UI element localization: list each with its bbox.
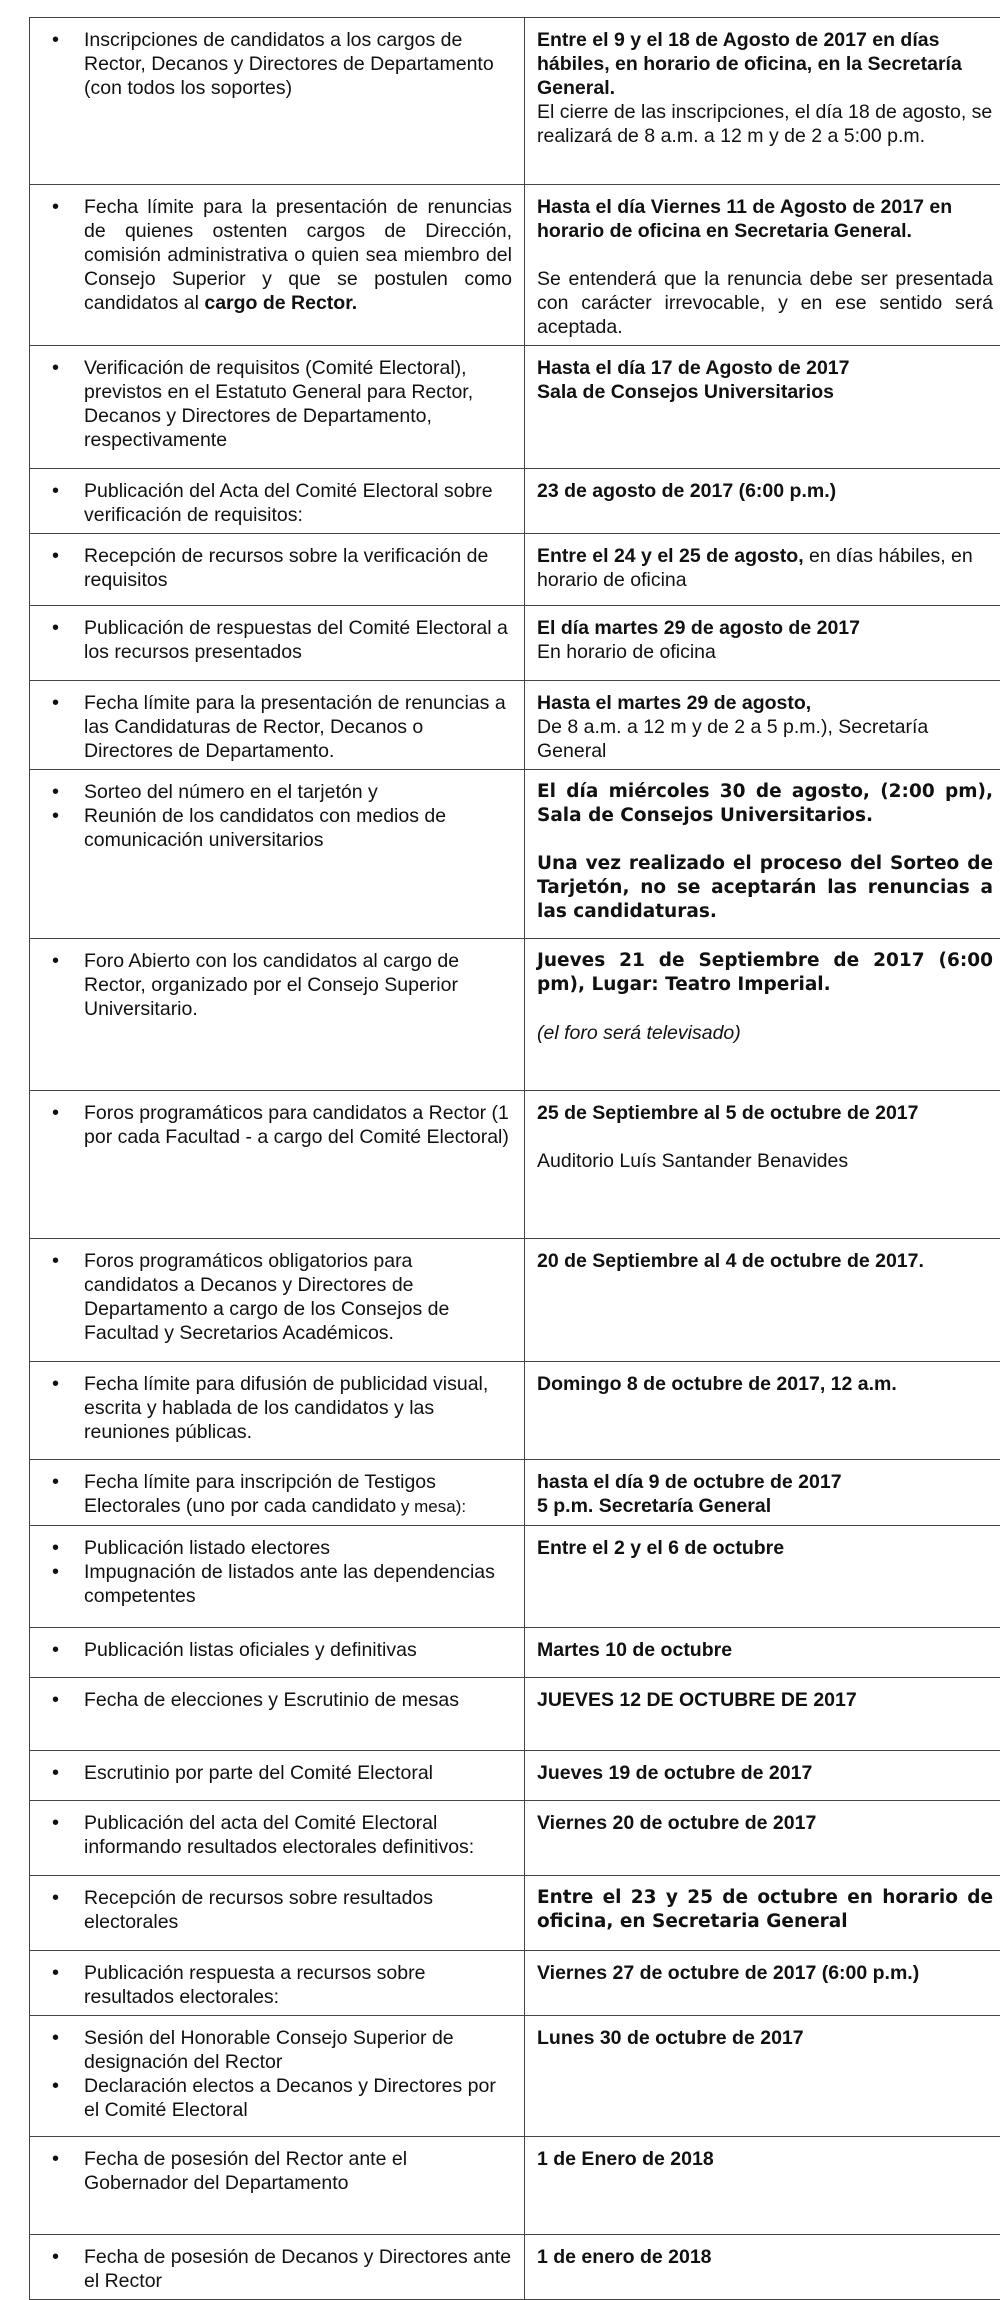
activity-item: • Publicación listado electores: [42, 1536, 512, 1560]
date-cell: [525, 1801, 1000, 1876]
table-row: [30, 1751, 1000, 1801]
activity-cell: [30, 346, 525, 469]
table-row: [30, 1628, 1000, 1678]
date-cell: [525, 1678, 1000, 1751]
activity-item: • Fecha límite para la presentación de renuncias a las Candidaturas de Rector, Decanos o Directores de Departamento.: [42, 691, 512, 763]
activity-item: • Publicación del Acta del Comité Electoral sobre verificación de requisitos:: [42, 479, 512, 527]
date-cell: [525, 2016, 1000, 2137]
date-note: Se entenderá que la renuncia debe ser presentada con carácter irrevocable, y en ese sentido será aceptada.: [537, 267, 993, 339]
date-text: Entre el 23 y 25 de octubre en horario de oficina, en Secretaria General: [537, 1886, 993, 1934]
activity-cell: [30, 1091, 525, 1239]
date-text: Martes 10 de octubre: [537, 1638, 993, 1662]
table-row: [30, 681, 1000, 770]
activity-cell: [30, 1362, 525, 1460]
activity-cell: [30, 534, 525, 606]
date-cell: [525, 1628, 1000, 1678]
activity-item: • Publicación de respuestas del Comité Electoral a los recursos presentados: [42, 616, 512, 664]
activity-item: • Foro Abierto con los candidatos al cargo de Rector, organizado por el Consejo Superior Universitario.: [42, 949, 512, 1021]
date-cell: [525, 2235, 1000, 2300]
table-row: [30, 534, 1000, 606]
table-row: [30, 606, 1000, 681]
activity-item: [42, 195, 512, 315]
activity-cell: [30, 1678, 525, 1751]
activity-cell: [30, 2016, 525, 2137]
activity-item: • Recepción de recursos sobre resultados electorales: [42, 1886, 512, 1934]
date-cell: [525, 1751, 1000, 1801]
election-schedule-table: [29, 17, 1000, 2300]
date-text: El día miércoles 30 de agosto, (2:00 pm), Sala de Consejos Universitarios.: [537, 780, 993, 828]
activity-item: • Verificación de requisitos (Comité Electoral), previstos en el Estatuto General para Rector, Decanos y Directores de Departamento, respectivamente: [42, 356, 512, 452]
place-text: 5 p.m. Secretaría General: [537, 1494, 993, 1518]
date-cell: [525, 681, 1000, 770]
activity-item: • Inscripciones de candidatos a los cargos de Rector, Decanos y Directores de Departamento (con todos los soportes): [42, 28, 512, 100]
date-cell: [525, 346, 1000, 469]
date-cell: [525, 1362, 1000, 1460]
date-text: 25 de Septiembre al 5 de octubre de 2017: [537, 1101, 993, 1125]
date-text: Domingo 8 de octubre de 2017, 12 a.m.: [537, 1372, 993, 1396]
date-note: En horario de oficina: [537, 640, 993, 664]
activity-item: • Declaración electos a Decanos y Directores por el Comité Electoral: [42, 2074, 512, 2122]
activity-cell: [30, 469, 525, 534]
date-text: 1 de enero de 2018: [537, 2245, 993, 2269]
table-row: [30, 1460, 1000, 1526]
activity-item: • Fecha límite para inscripción de Testigos Electorales (uno por cada candidato y mesa):: [42, 1470, 512, 1519]
date-cell: [525, 939, 1000, 1091]
table-row: [30, 1091, 1000, 1239]
table-row: [30, 2235, 1000, 2300]
activity-item: • Reunión de los candidatos con medios de comunicación universitarios: [42, 804, 512, 852]
date-cell: [525, 1526, 1000, 1628]
activity-item: • Publicación del acta del Comité Electoral informando resultados electorales definitivos:: [42, 1811, 512, 1859]
date-note: (el foro será televisado): [537, 1021, 993, 1045]
date-text: Lunes 30 de octubre de 2017: [537, 2026, 993, 2050]
date-text: Viernes 20 de octubre de 2017: [537, 1811, 993, 1835]
activity-cell: [30, 681, 525, 770]
date-cell: [525, 1876, 1000, 1951]
activity-cell: [30, 1460, 525, 1526]
date-text: Viernes 27 de octubre de 2017 (6:00 p.m.): [537, 1961, 993, 1985]
date-cell: [525, 770, 1000, 939]
table-row: [30, 18, 1000, 185]
date-cell: [525, 1091, 1000, 1239]
activity-cell: [30, 606, 525, 681]
date-text: Hasta el día 17 de Agosto de 2017: [537, 356, 993, 380]
date-cell: [525, 534, 1000, 606]
activity-cell: [30, 1801, 525, 1876]
activity-cell: [30, 1239, 525, 1362]
activity-item: • Impugnación de listados ante las dependencias competentes: [42, 1560, 512, 1608]
date-warning: Una vez realizado el proceso del Sorteo de Tarjetón, no se aceptarán las renuncias a las candidaturas.: [537, 852, 993, 924]
activity-item: • Recepción de recursos sobre la verificación de requisitos: [42, 544, 512, 592]
date-cell: [525, 1239, 1000, 1362]
date-text: JUEVES 12 DE OCTUBRE DE 2017: [537, 1688, 993, 1712]
activity-item: • Sorteo del número en el tarjetón y: [42, 780, 512, 804]
table-row: [30, 469, 1000, 534]
date-cell: [525, 2137, 1000, 2235]
activity-item: • Publicación listas oficiales y definitivas: [42, 1638, 512, 1662]
table-row: [30, 1526, 1000, 1628]
activity-emphasis: cargo de Rector.: [204, 292, 357, 314]
activity-item: • Fecha límite para difusión de publicidad visual, escrita y hablada de los candidatos y las reuniones públicas.: [42, 1372, 512, 1444]
table-row: [30, 1362, 1000, 1460]
table-row: [30, 1951, 1000, 2016]
date-text: Hasta el martes 29 de agosto,: [537, 691, 993, 715]
date-note: De 8 a.m. a 12 m y de 2 a 5 p.m.), Secretaría General: [537, 715, 993, 763]
activity-item: • Publicación respuesta a recursos sobre resultados electorales:: [42, 1961, 512, 2009]
date-cell: [525, 1460, 1000, 1526]
table-row: [30, 346, 1000, 469]
place-text: Sala de Consejos Universitarios: [537, 380, 993, 404]
activity-cell: [30, 770, 525, 939]
table-row: [30, 2137, 1000, 2235]
table-row: [30, 1876, 1000, 1951]
activity-cell: [30, 18, 525, 185]
date-cell: [525, 606, 1000, 681]
activity-cell: [30, 1951, 525, 2016]
date-text: El día martes 29 de agosto de 2017: [537, 616, 993, 640]
date-cell: [525, 1951, 1000, 2016]
activity-item: • Escrutinio por parte del Comité Electoral: [42, 1761, 512, 1785]
activity-item: • Fecha de posesión de Decanos y Directores ante el Rector: [42, 2245, 512, 2293]
date-text: hasta el día 9 de octubre de 2017: [537, 1470, 993, 1494]
place-text: Auditorio Luís Santander Benavides: [537, 1149, 993, 1173]
activity-cell: [30, 185, 525, 346]
table-row: [30, 1678, 1000, 1751]
date-text: Entre el 24 y el 25 de agosto, en días hábiles, en horario de oficina: [537, 544, 993, 592]
table-row: [30, 939, 1000, 1091]
activity-text: Fecha límite para la presentación de renuncias de quienes ostenten cargos de Dirección, comisión administrativa o quien sea miembro del Consejo Superior y que se postulen como candidatos al: [84, 196, 512, 314]
date-text: Hasta el día Viernes 11 de Agosto de 2017 en horario de oficina en Secretaria General.: [537, 195, 993, 243]
date-text: Jueves 21 de Septiembre de 2017 (6:00 pm), Lugar: Teatro Imperial.: [537, 949, 993, 997]
date-text: 23 de agosto de 2017 (6:00 p.m.): [537, 479, 993, 503]
activity-cell: [30, 2137, 525, 2235]
date-text: Entre el 9 y el 18 de Agosto de 2017 en días hábiles, en horario de oficina, en la Secretaría General.: [537, 28, 993, 100]
table-row: [30, 770, 1000, 939]
table-row: [30, 2016, 1000, 2137]
activity-cell: [30, 1751, 525, 1801]
date-cell: [525, 185, 1000, 346]
activity-item: • Fecha de elecciones y Escrutinio de mesas: [42, 1688, 512, 1712]
activity-cell: [30, 1876, 525, 1951]
table-row: [30, 1239, 1000, 1362]
date-text: Entre el 2 y el 6 de octubre: [537, 1536, 993, 1560]
activity-cell: [30, 2235, 525, 2300]
activity-cell: [30, 939, 525, 1091]
table-row: [30, 185, 1000, 346]
date-cell: [525, 469, 1000, 534]
activity-cell: [30, 1526, 525, 1628]
date-text: Jueves 19 de octubre de 2017: [537, 1761, 993, 1785]
table-row: [30, 1801, 1000, 1876]
date-text: 1 de Enero de 2018: [537, 2147, 993, 2171]
date-cell: [525, 18, 1000, 185]
activity-item: • Foros programáticos para candidatos a Rector (1 por cada Facultad - a cargo del Comité Electoral): [42, 1101, 512, 1149]
activity-item: • Fecha de posesión del Rector ante el Gobernador del Departamento: [42, 2147, 512, 2195]
date-note: El cierre de las inscripciones, el día 18 de agosto, se realizará de 8 a.m. a 12 m y de 2 a 5:00 p.m.: [537, 100, 993, 148]
activity-item: • Foros programáticos obligatorios para candidatos a Decanos y Directores de Departamento a cargo de los Consejos de Facultad y Secretarios Académicos.: [42, 1249, 512, 1345]
activity-cell: [30, 1628, 525, 1678]
activity-item: • Sesión del Honorable Consejo Superior de designación del Rector: [42, 2026, 512, 2074]
date-text: 20 de Septiembre al 4 de octubre de 2017.: [537, 1249, 993, 1273]
